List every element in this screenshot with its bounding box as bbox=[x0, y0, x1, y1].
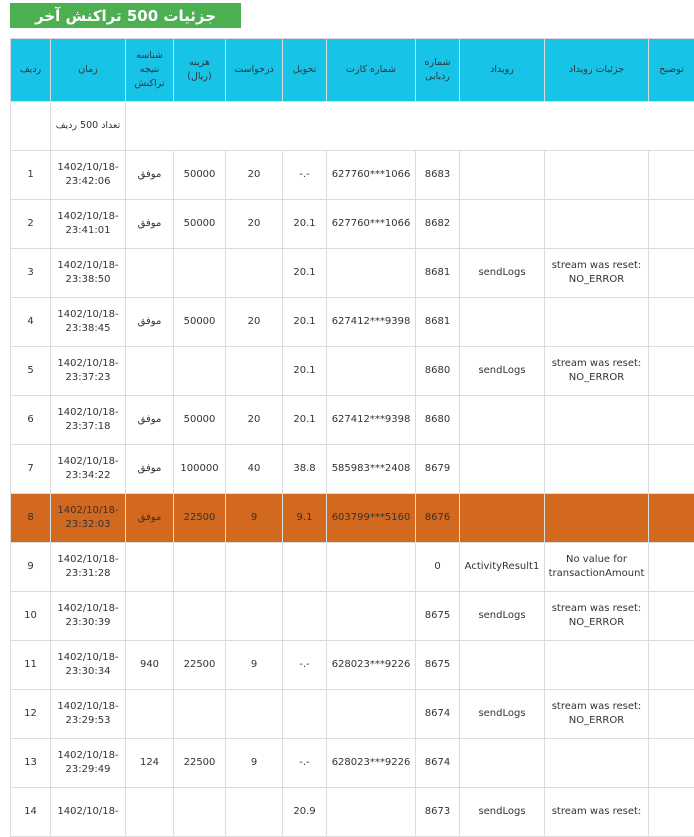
cell-event-details: stream was reset: NO_ERROR bbox=[545, 690, 649, 739]
cell-trace-number: 8674 bbox=[416, 739, 460, 788]
cell-event-details: stream was reset: NO_ERROR bbox=[545, 592, 649, 641]
cell-event: ActivityResult1 bbox=[460, 543, 545, 592]
cell-request bbox=[226, 690, 283, 739]
cell-time: 1402/10/18-23:29:49 bbox=[51, 739, 126, 788]
cell-request bbox=[226, 788, 283, 837]
cell-time: 1402/10/18-23:41:01 bbox=[51, 200, 126, 249]
cell-result-id bbox=[126, 592, 174, 641]
table-row[interactable] bbox=[11, 249, 694, 298]
cell-event: sendLogs bbox=[460, 592, 545, 641]
cell-time: 1402/10/18-23:29:53 bbox=[51, 690, 126, 739]
cell-index: 1 bbox=[11, 151, 51, 200]
cell-note bbox=[649, 347, 694, 396]
page-title: جزئیات 500 تراکنش آخر bbox=[10, 3, 241, 28]
cell-request: 9 bbox=[226, 494, 283, 543]
cell-card-number: 627412***9398 bbox=[327, 298, 416, 347]
cell-note bbox=[649, 690, 694, 739]
cell-result-id bbox=[126, 249, 174, 298]
table-row[interactable] bbox=[11, 396, 694, 445]
cell-event: sendLogs bbox=[460, 788, 545, 837]
cell-index: 7 bbox=[11, 445, 51, 494]
cell-trace-number: 8676 bbox=[416, 494, 460, 543]
cell-cost bbox=[174, 543, 226, 592]
table-row[interactable] bbox=[11, 445, 694, 494]
cell-delivery: 20.9 bbox=[283, 788, 327, 837]
cell-delivery bbox=[283, 543, 327, 592]
cell-time: 1402/10/18-23:30:39 bbox=[51, 592, 126, 641]
column-header-index[interactable]: ردیف bbox=[11, 39, 51, 102]
cell-request bbox=[226, 543, 283, 592]
table-row[interactable] bbox=[11, 200, 694, 249]
cell-index: 6 bbox=[11, 396, 51, 445]
cell-note bbox=[649, 641, 694, 690]
cell-index: 14 bbox=[11, 788, 51, 837]
cell-event bbox=[460, 739, 545, 788]
cell-event bbox=[460, 641, 545, 690]
cell-event-details bbox=[545, 200, 649, 249]
cell-index: 10 bbox=[11, 592, 51, 641]
transactions-table bbox=[10, 38, 694, 837]
cell-event-details bbox=[545, 396, 649, 445]
cell-trace-number: 8680 bbox=[416, 347, 460, 396]
cell-trace-number: 8681 bbox=[416, 249, 460, 298]
cell-delivery: 9.1 bbox=[283, 494, 327, 543]
cell-time: 1402/10/18- bbox=[51, 788, 126, 837]
cell-event bbox=[460, 200, 545, 249]
cell-delivery: 20.1 bbox=[283, 249, 327, 298]
transactions-table-container bbox=[10, 38, 694, 837]
cell-index: 8 bbox=[11, 494, 51, 543]
table-row[interactable] bbox=[11, 298, 694, 347]
cell-cost bbox=[174, 788, 226, 837]
cell-request bbox=[226, 347, 283, 396]
cell-result-id: موفق bbox=[126, 151, 174, 200]
cell-event-details: No value for transactionAmount bbox=[545, 543, 649, 592]
cell-result-id: موفق bbox=[126, 298, 174, 347]
cell-result-id: 124 bbox=[126, 739, 174, 788]
cell-event-details: stream was reset: NO_ERROR bbox=[545, 347, 649, 396]
cell-result-id bbox=[126, 690, 174, 739]
cell-card-number bbox=[327, 543, 416, 592]
cell-event-details bbox=[545, 494, 649, 543]
cell-event bbox=[460, 396, 545, 445]
table-row[interactable] bbox=[11, 641, 694, 690]
cell-cost bbox=[174, 592, 226, 641]
cell-card-number: 627760***1066 bbox=[327, 200, 416, 249]
cell-cost: 50000 bbox=[174, 298, 226, 347]
cell-trace-number: 8682 bbox=[416, 200, 460, 249]
cell-note bbox=[649, 249, 694, 298]
cell-trace-number: 8683 bbox=[416, 151, 460, 200]
column-header-trace-number[interactable]: شماره ردیابی bbox=[416, 39, 460, 102]
column-header-time[interactable]: زمان bbox=[51, 39, 126, 102]
cell-index: 11 bbox=[11, 641, 51, 690]
cell-delivery: 20.1 bbox=[283, 298, 327, 347]
cell-trace-number: 8680 bbox=[416, 396, 460, 445]
cell-event-details bbox=[545, 151, 649, 200]
cell-cost: 100000 bbox=[174, 445, 226, 494]
table-row[interactable] bbox=[11, 543, 694, 592]
cell-card-number: 585983***2408 bbox=[327, 445, 416, 494]
cell-time: 1402/10/18-23:38:50 bbox=[51, 249, 126, 298]
cell-event-details bbox=[545, 641, 649, 690]
cell-event bbox=[460, 445, 545, 494]
cell-request bbox=[226, 592, 283, 641]
cell-result-id: موفق bbox=[126, 445, 174, 494]
cell-card-number: 627412***9398 bbox=[327, 396, 416, 445]
cell-card-number: 627760***1066 bbox=[327, 151, 416, 200]
cell-index: 5 bbox=[11, 347, 51, 396]
cell-note bbox=[649, 200, 694, 249]
cell-delivery: -.- bbox=[283, 739, 327, 788]
cell-note bbox=[649, 739, 694, 788]
cell-time: 1402/10/18-23:30:34 bbox=[51, 641, 126, 690]
cell-cost bbox=[174, 690, 226, 739]
cell-note bbox=[649, 151, 694, 200]
cell-request: 9 bbox=[226, 641, 283, 690]
cell-request: 20 bbox=[226, 200, 283, 249]
column-header-note[interactable]: توضیح bbox=[649, 39, 694, 102]
cell-time: 1402/10/18-23:38:45 bbox=[51, 298, 126, 347]
cell-event bbox=[460, 494, 545, 543]
cell-time: 1402/10/18-23:32:03 bbox=[51, 494, 126, 543]
table-body bbox=[11, 151, 694, 837]
cell-event-details bbox=[545, 739, 649, 788]
cell-event-details bbox=[545, 298, 649, 347]
column-header-request[interactable]: درخواست bbox=[226, 39, 283, 102]
table-row[interactable] bbox=[11, 739, 694, 788]
table-row[interactable] bbox=[11, 347, 694, 396]
cell-event bbox=[460, 151, 545, 200]
column-header-delivery[interactable]: تحویل bbox=[283, 39, 327, 102]
cell-event: sendLogs bbox=[460, 347, 545, 396]
cell-note bbox=[649, 592, 694, 641]
cell-card-number: 628023***9226 bbox=[327, 739, 416, 788]
cell-request: 20 bbox=[226, 151, 283, 200]
cell-time: 1402/10/18-23:37:23 bbox=[51, 347, 126, 396]
cell-cost: 22500 bbox=[174, 494, 226, 543]
cell-request: 40 bbox=[226, 445, 283, 494]
cell-note bbox=[649, 494, 694, 543]
cell-note bbox=[649, 298, 694, 347]
cell-trace-number: 8679 bbox=[416, 445, 460, 494]
cell-trace-number: 0 bbox=[416, 543, 460, 592]
table-summary-row bbox=[11, 102, 694, 151]
cell-time: 1402/10/18-23:42:06 bbox=[51, 151, 126, 200]
cell-delivery bbox=[283, 592, 327, 641]
cell-result-id bbox=[126, 788, 174, 837]
table-header-row bbox=[11, 39, 694, 102]
cell-trace-number: 8673 bbox=[416, 788, 460, 837]
cell-result-id: موفق bbox=[126, 494, 174, 543]
cell-delivery bbox=[283, 690, 327, 739]
table-row[interactable] bbox=[11, 494, 694, 543]
column-header-cost[interactable]: هزینه (ریال) bbox=[174, 39, 226, 102]
cell-index: 9 bbox=[11, 543, 51, 592]
cell-index: 12 bbox=[11, 690, 51, 739]
cell-note bbox=[649, 396, 694, 445]
table-row[interactable] bbox=[11, 592, 694, 641]
cell-event bbox=[460, 298, 545, 347]
column-header-event-details[interactable]: جزئیات رویداد bbox=[545, 39, 649, 102]
cell-delivery: 20.1 bbox=[283, 347, 327, 396]
cell-request: 20 bbox=[226, 298, 283, 347]
cell-result-id: موفق bbox=[126, 200, 174, 249]
table-row[interactable] bbox=[11, 788, 694, 837]
cell-note bbox=[649, 445, 694, 494]
cell-index: 3 bbox=[11, 249, 51, 298]
column-header-event[interactable]: رویداد bbox=[460, 39, 545, 102]
column-header-card-number[interactable]: شماره کارت bbox=[327, 39, 416, 102]
cell-card-number bbox=[327, 249, 416, 298]
column-header-result-id[interactable]: شناسه نتیجه تراکنش bbox=[126, 39, 174, 102]
cell-trace-number: 8674 bbox=[416, 690, 460, 739]
cell-cost: 50000 bbox=[174, 200, 226, 249]
cell-card-number bbox=[327, 347, 416, 396]
cell-card-number: 628023***9226 bbox=[327, 641, 416, 690]
cell-card-number: 603799***5160 bbox=[327, 494, 416, 543]
cell-request: 20 bbox=[226, 396, 283, 445]
cell-trace-number: 8675 bbox=[416, 592, 460, 641]
cell-time: 1402/10/18-23:34:22 bbox=[51, 445, 126, 494]
cell-cost: 22500 bbox=[174, 641, 226, 690]
table-row[interactable] bbox=[11, 151, 694, 200]
cell-result-id: 940 bbox=[126, 641, 174, 690]
cell-result-id bbox=[126, 347, 174, 396]
cell-delivery: -.- bbox=[283, 641, 327, 690]
cell-event: sendLogs bbox=[460, 690, 545, 739]
cell-delivery: 20.1 bbox=[283, 200, 327, 249]
cell-index: 4 bbox=[11, 298, 51, 347]
row-count-label: تعداد 500 ردیف bbox=[51, 102, 126, 151]
cell-note bbox=[649, 543, 694, 592]
cell-trace-number: 8681 bbox=[416, 298, 460, 347]
cell-event-details: stream was reset: NO_ERROR bbox=[545, 249, 649, 298]
cell-cost: 22500 bbox=[174, 739, 226, 788]
cell-time: 1402/10/18-23:37:18 bbox=[51, 396, 126, 445]
cell-cost bbox=[174, 347, 226, 396]
cell-event-details bbox=[545, 445, 649, 494]
cell-result-id bbox=[126, 543, 174, 592]
cell-cost: 50000 bbox=[174, 396, 226, 445]
cell-cost bbox=[174, 249, 226, 298]
cell-event-details: stream was reset: bbox=[545, 788, 649, 837]
cell-card-number bbox=[327, 788, 416, 837]
cell-cost: 50000 bbox=[174, 151, 226, 200]
cell-delivery: 38.8 bbox=[283, 445, 327, 494]
cell-result-id: موفق bbox=[126, 396, 174, 445]
cell-trace-number: 8675 bbox=[416, 641, 460, 690]
table-row[interactable] bbox=[11, 690, 694, 739]
cell-time: 1402/10/18-23:31:28 bbox=[51, 543, 126, 592]
cell-index: 2 bbox=[11, 200, 51, 249]
cell-note bbox=[649, 788, 694, 837]
cell-request bbox=[226, 249, 283, 298]
cell-event: sendLogs bbox=[460, 249, 545, 298]
cell-delivery: 20.1 bbox=[283, 396, 327, 445]
cell-request: 9 bbox=[226, 739, 283, 788]
cell-delivery: -.- bbox=[283, 151, 327, 200]
cell-card-number bbox=[327, 690, 416, 739]
cell-card-number bbox=[327, 592, 416, 641]
cell-index: 13 bbox=[11, 739, 51, 788]
